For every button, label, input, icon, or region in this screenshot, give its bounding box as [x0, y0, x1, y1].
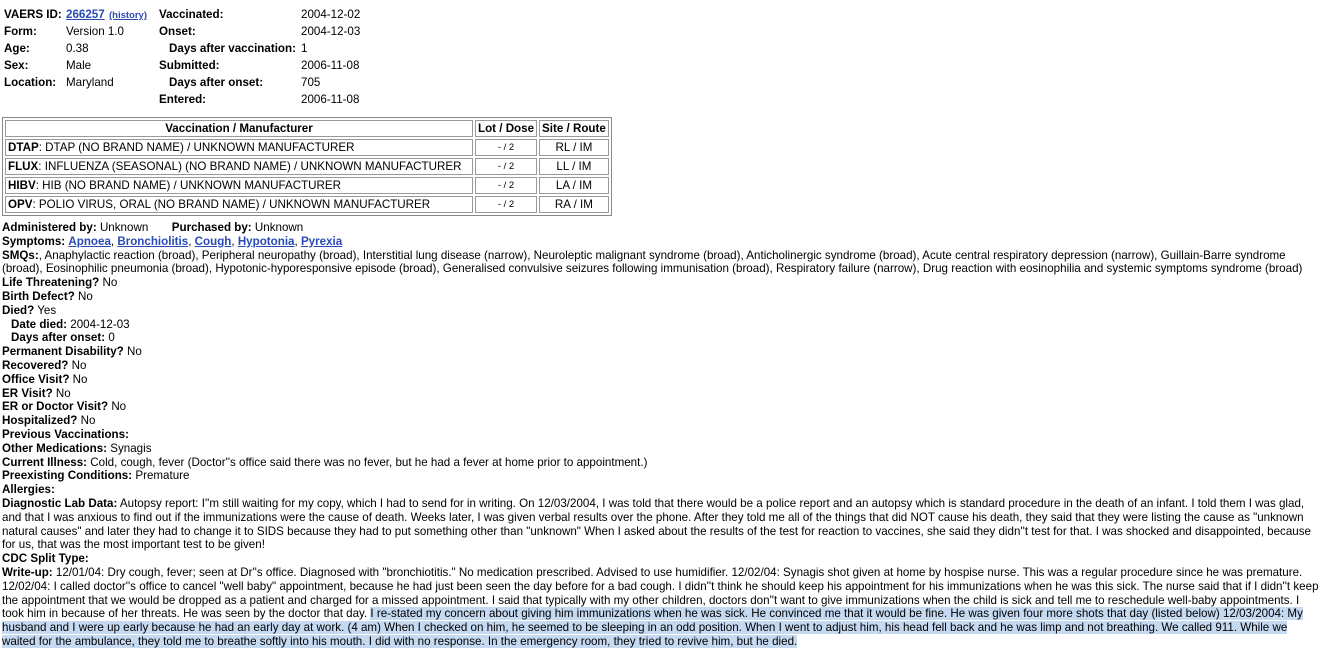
col-vaccination: Vaccination / Manufacturer: [5, 120, 473, 137]
office-visit-label: Office Visit?: [2, 372, 70, 386]
location-label: Location:: [4, 76, 57, 89]
site-route-cell: RL / IM: [539, 139, 609, 156]
table-row: [5, 177, 609, 194]
er-doctor-label: ER or Doctor Visit?: [2, 400, 109, 414]
vaccinated-value: 2004-12-02: [301, 8, 361, 21]
vaccine-cell: [5, 139, 473, 156]
allergies-label: Allergies:: [2, 483, 55, 497]
col-lot-dose: Lot / Dose: [475, 120, 537, 137]
died-label: Died?: [2, 303, 35, 317]
vaccine-code: FLUX: [8, 159, 39, 173]
days-after-vax-value: 1: [301, 42, 308, 55]
entered-value: 2006-11-08: [301, 93, 360, 106]
vaccine-desc: : POLIO VIRUS, ORAL (NO BRAND NAME) / UNKNOWN MANUFACTURER: [32, 197, 431, 211]
permanent-disability-value: No: [127, 345, 142, 359]
life-threatening-label: Life Threatening?: [2, 276, 100, 290]
current-illness-label: Current Illness:: [2, 455, 88, 469]
report-details: [2, 221, 1322, 649]
writeup-selected-text[interactable]: I re-stated my concern about giving him immunizations when he was sick. He convinced me that it would be fine. He was given four more shots that day (listed below) 12/03/2004: My husband and I were up early because he had an early day at work. (4 am) When I checked on him, he seemed to be sleeping in an odd position. When I went to adjust him, his head fell back and he was limp and not breathing. We called 911. While we waited for the ambulance, they told me to breathe softly into his mouth. I did with no response. In the emergency room, they tried to revive him, but he died.: [2, 607, 1303, 648]
birth-defect-label: Birth Defect?: [2, 289, 75, 303]
symptoms-label: Symptoms:: [2, 234, 66, 248]
administered-value: Unknown: [99, 221, 149, 234]
col-site-route: Site / Route: [539, 120, 609, 137]
administered-label: Administered by:: [2, 221, 97, 234]
death-days-after-onset-row: [2, 331, 1322, 345]
writeup-row: [2, 566, 1322, 649]
vaccinated-label: Vaccinated:: [159, 8, 224, 21]
current-illness-value: Cold, cough, fever (Doctor''s office said there was no fever, but he had a fever at home prior to appointment.): [90, 455, 648, 469]
allergies-row: [2, 483, 1322, 497]
death-days-after-onset-label: Days after onset:: [11, 331, 106, 345]
lot-dose-cell: - / 2: [475, 158, 537, 175]
vaers-id-label: VAERS ID:: [4, 8, 62, 21]
other-meds-row: [2, 442, 1322, 456]
diagnostic-lab-row: [2, 497, 1322, 552]
table-row: [5, 196, 609, 213]
lot-dose-cell: - / 2: [475, 196, 537, 213]
table-row: [5, 158, 609, 175]
life-threatening-value: No: [102, 276, 118, 290]
writeup-label: Write-up:: [2, 565, 53, 579]
symptom-link[interactable]: Bronchiolitis: [117, 234, 189, 248]
hospitalized-value: No: [80, 414, 96, 428]
preexisting-row: [2, 469, 1322, 483]
purchased-label: Purchased by:: [171, 221, 252, 234]
writeup-text: 12/01/04: Dry cough, fever; seen at Dr''s office. Diagnosed with "bronchiotitis." No medication prescribed. Advised to use humidifier. 12/02/04: Synagis shot given at home by hospise nurse. This was a regular procedure since he was premature. 12/02/04: I called doctor''s office to cancel "well baby" appointment, because he had just been seen the day before for a bad cough. I didn''t think he should keep his appointment for his immunizations when he was this sick. The nurse said that if I didn''t keep the appointment that we would be dropped as a patient and charged for a missed appointment. I said that typically with my other children, doctors don''t want to give immunizations when the child is sick and tell me to reschedule well-baby appointments. I took him in because of her threats. He was seen by the doctor that day.: [2, 565, 1319, 621]
birth-defect-row: [2, 290, 1322, 304]
vaccine-desc: : INFLUENZA (SEASONAL) (NO BRAND NAME) / UNKNOWN MANUFACTURER: [38, 159, 462, 173]
recovered-label: Recovered?: [2, 358, 69, 372]
onset-label: Onset:: [159, 25, 196, 38]
submitted-value: 2006-11-08: [301, 59, 360, 72]
site-route-cell: LL / IM: [539, 158, 609, 175]
vaccine-cell: [5, 177, 473, 194]
entered-label: Entered:: [159, 93, 207, 106]
administered-row: [2, 221, 1322, 235]
diagnostic-lab-label: Diagnostic Lab Data:: [2, 496, 118, 510]
birth-defect-value: No: [78, 289, 93, 303]
diagnostic-lab-value: Autopsy report: I''m still waiting for my copy, which I had to send for in writing. On 12/03/2004, I was told that there would be a police report and an autopsy which is standard procedure in the death of an infant. I told them I was glad, and that I was anxious to find out if the immunizations were the cause of death. Weeks later, I was given verbal results over the phone. After they told me all of the things that did NOT cause his death, they said that they were listing the cause as "unknown natural causes" and later they had to change it to SIDS because they had to put something other than "unknown" When I asked about the results of the test for reaction to vaccines, she said they didn''t test for that. I was shocked and disappointed, because for us, that was the most important test to be given!: [2, 496, 1311, 552]
vaccine-cell: [5, 196, 473, 213]
date-died-label: Date died:: [11, 317, 68, 331]
symptom-link[interactable]: Cough: [194, 234, 232, 248]
vaers-id-link[interactable]: 266257: [66, 8, 105, 21]
permanent-disability-label: Permanent Disability?: [2, 345, 124, 359]
table-row: [5, 139, 609, 156]
hospitalized-row: [2, 414, 1322, 428]
vaccine-cell: [5, 158, 473, 175]
date-died-row: [2, 318, 1322, 332]
vaccine-code: OPV: [8, 197, 33, 211]
preexisting-label: Preexisting Conditions:: [2, 469, 133, 483]
office-visit-row: [2, 373, 1322, 387]
age-label: Age:: [4, 42, 30, 55]
other-meds-value: Synagis: [110, 441, 152, 455]
purchased-value: Unknown: [254, 221, 304, 234]
vaccine-desc: : DTAP (NO BRAND NAME) / UNKNOWN MANUFACTURER: [38, 140, 355, 154]
death-days-after-onset-value: 0: [108, 331, 115, 345]
vaccine-code: HIBV: [8, 178, 36, 192]
died-value: Yes: [37, 303, 57, 317]
location-value: Maryland: [66, 76, 114, 89]
er-visit-value: No: [55, 386, 71, 400]
onset-value: 2004-12-03: [301, 25, 361, 38]
lot-dose-cell: - / 2: [475, 139, 537, 156]
life-threatening-row: [2, 276, 1322, 290]
submitted-label: Submitted:: [159, 59, 220, 72]
form-value: Version 1.0: [66, 25, 125, 38]
site-route-cell: RA / IM: [539, 196, 609, 213]
vaccine-table-header: [5, 120, 609, 137]
smqs-row: [2, 249, 1322, 277]
er-doctor-value: No: [111, 400, 127, 414]
date-died-value: 2004-12-03: [70, 317, 130, 331]
symptom-link[interactable]: Apnoea: [68, 234, 111, 248]
other-meds-label: Other Medications:: [2, 441, 108, 455]
age-value: 0.38: [66, 42, 89, 55]
previous-vax-label: Previous Vaccinations:: [2, 427, 129, 441]
current-illness-row: [2, 456, 1322, 470]
er-doctor-row: [2, 400, 1322, 414]
previous-vax-row: [2, 428, 1322, 442]
symptoms-row: Symptoms: Apnoea, Bronchiolitis, Cough, Hypotonia, Pyrexia: [2, 234, 343, 248]
recovered-row: [2, 359, 1322, 373]
sex-value: Male: [66, 59, 92, 72]
permanent-disability-row: [2, 345, 1322, 359]
history-link[interactable]: (history): [109, 10, 147, 21]
site-route-cell: LA / IM: [539, 177, 609, 194]
form-label: Form:: [4, 25, 37, 38]
cdc-split-row: [2, 552, 1322, 566]
smqs-value: , Anaphylactic reaction (broad), Peripheral neuropathy (broad), Interstitial lung disease (narrow), Neuroleptic malignant syndrome (broad), Anticholinergic syndrome (broad), Acute central respiratory depression (narrow), Guillain-Barre syndrome (broad), Eosinophilic pneumonia (broad), Hypotonic-hyporesponsive episode (broad), Generalised convulsive seizures following immunisation (broad), Respiratory failure (narrow), Drug reaction with eosinophilia and systemic symptoms syndrome (broad): [2, 248, 1303, 276]
vaccine-code: DTAP: [8, 140, 39, 154]
days-after-onset-value: 705: [301, 76, 321, 89]
recovered-value: No: [71, 358, 87, 372]
hospitalized-label: Hospitalized?: [2, 414, 78, 428]
lot-dose-cell: - / 2: [475, 177, 537, 194]
vaccine-desc: : HIB (NO BRAND NAME) / UNKNOWN MANUFACTURER: [35, 178, 342, 192]
office-visit-value: No: [72, 372, 88, 386]
cdc-split-label: CDC Split Type:: [2, 552, 89, 566]
er-visit-row: [2, 387, 1322, 401]
died-row: [2, 304, 1322, 318]
er-visit-label: ER Visit?: [2, 386, 53, 400]
days-after-onset-label: Days after onset:: [169, 76, 264, 89]
sex-label: Sex:: [4, 59, 29, 72]
vaccine-table: [2, 117, 612, 216]
smqs-label: SMQs:: [2, 248, 39, 262]
days-after-vax-label: Days after vaccination:: [169, 42, 296, 55]
preexisting-value: Premature: [135, 469, 190, 483]
symptom-link[interactable]: Pyrexia: [300, 234, 343, 248]
symptom-link[interactable]: Hypotonia: [237, 234, 295, 248]
